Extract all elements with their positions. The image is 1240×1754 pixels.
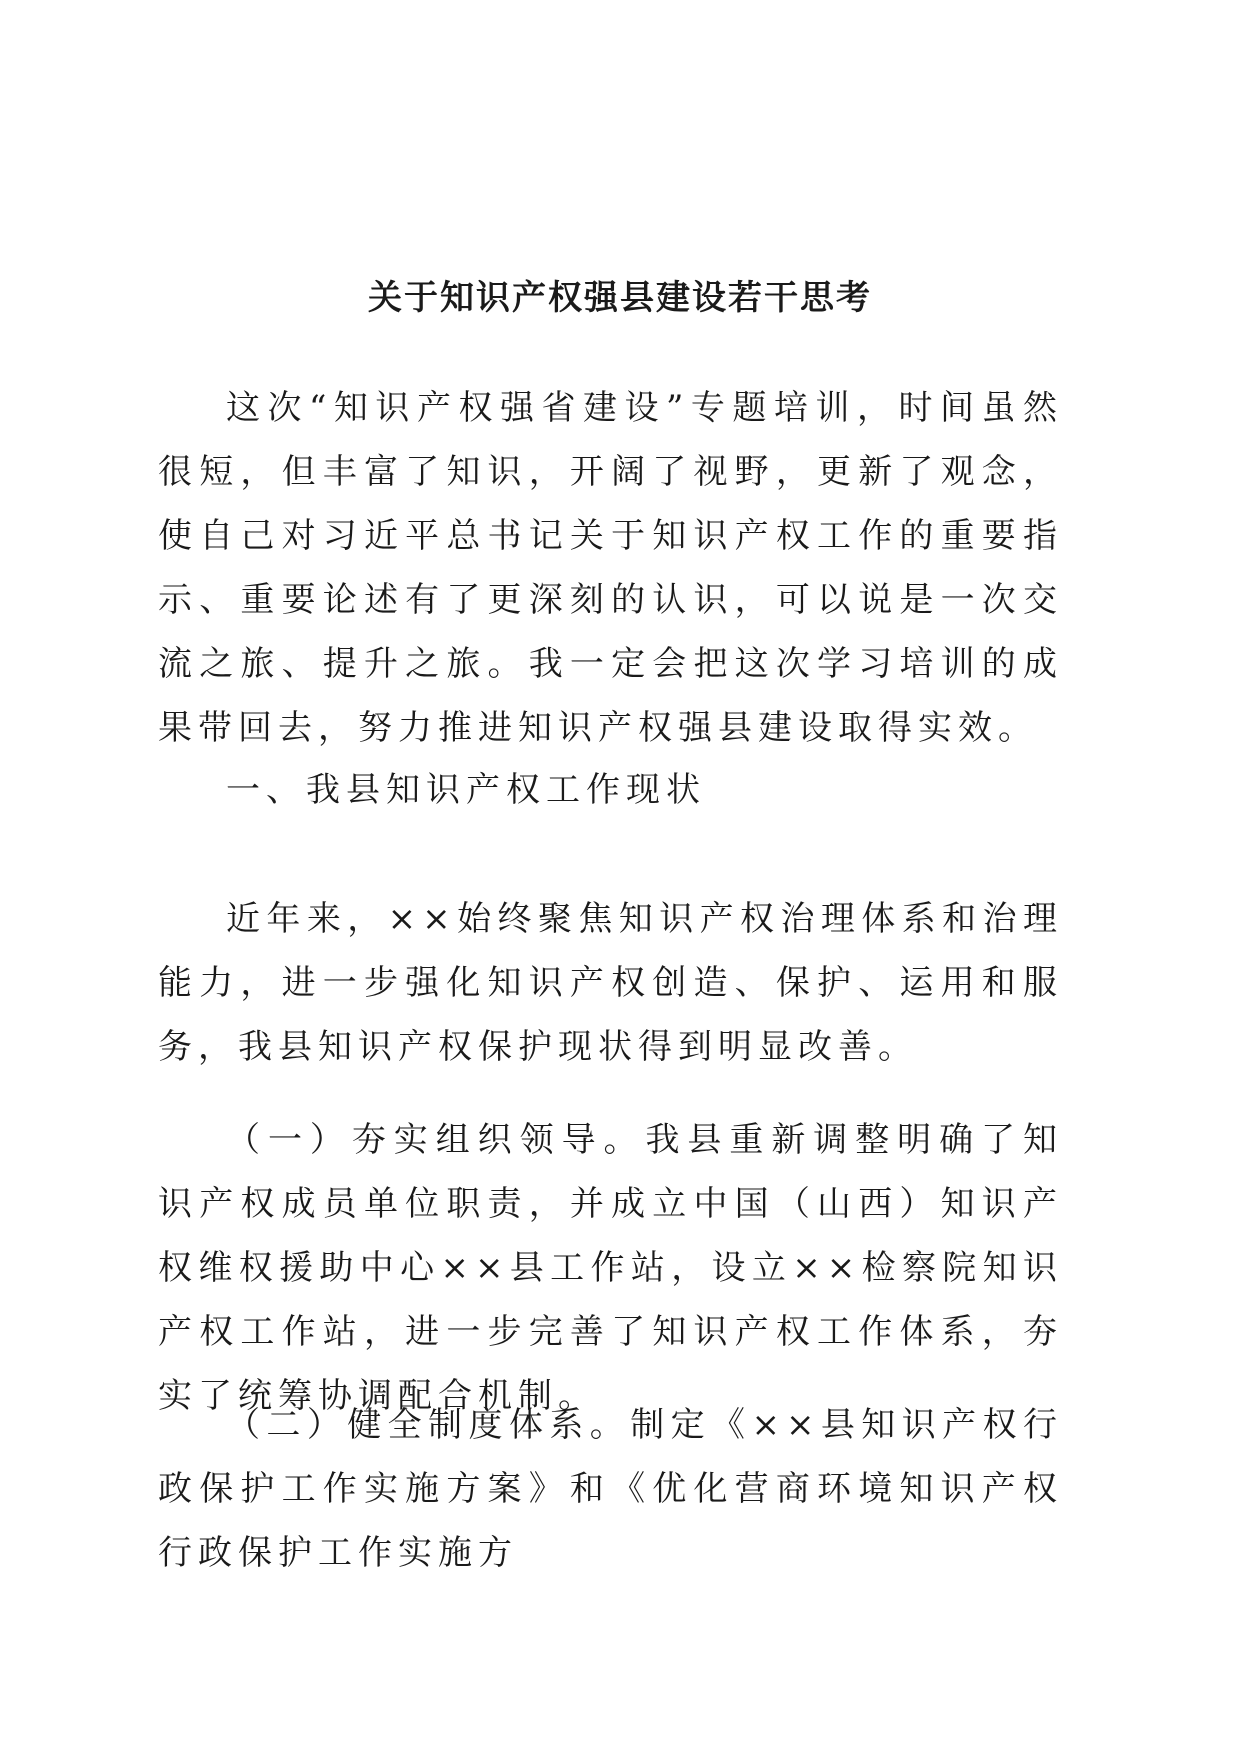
- paragraph-organization: （一）夯实组织领导。我县重新调整明确了知识产权成员单位职责，并成立中国（山西）知识产权维权援助中心××县工作站，设立××检察院知识产权工作站，进一步完善了知识产权工作体系，夯实了统筹协调配合机制。: [158, 1120, 1063, 1416]
- document-title: 关于知识产权强县建设若干思考: [368, 278, 872, 318]
- paragraph-system: （二）健全制度体系。制定《××县知识产权行政保护工作实施方案》和《优化营商环境知识产权行政保护工作实施方: [158, 1405, 1063, 1573]
- paragraph-intro: 这次“知识产权强省建设”专题培训，时间虽然很短，但丰富了知识，开阔了视野，更新了观念，使自己对习近平总书记关于知识产权工作的重要指示、重要论述有了更深刻的认识，可以说是一次交流之旅、提升之旅。我一定会把这次学习培训的成果带回去，努力推进知识产权强县建设取得实效。: [158, 388, 1063, 748]
- section-heading: 一、我县知识产权工作现状: [226, 770, 706, 810]
- paragraph-status: 近年来，××始终聚焦知识产权治理体系和治理能力，进一步强化知识产权创造、保护、运用和服务，我县知识产权保护现状得到明显改善。: [158, 899, 1063, 1067]
